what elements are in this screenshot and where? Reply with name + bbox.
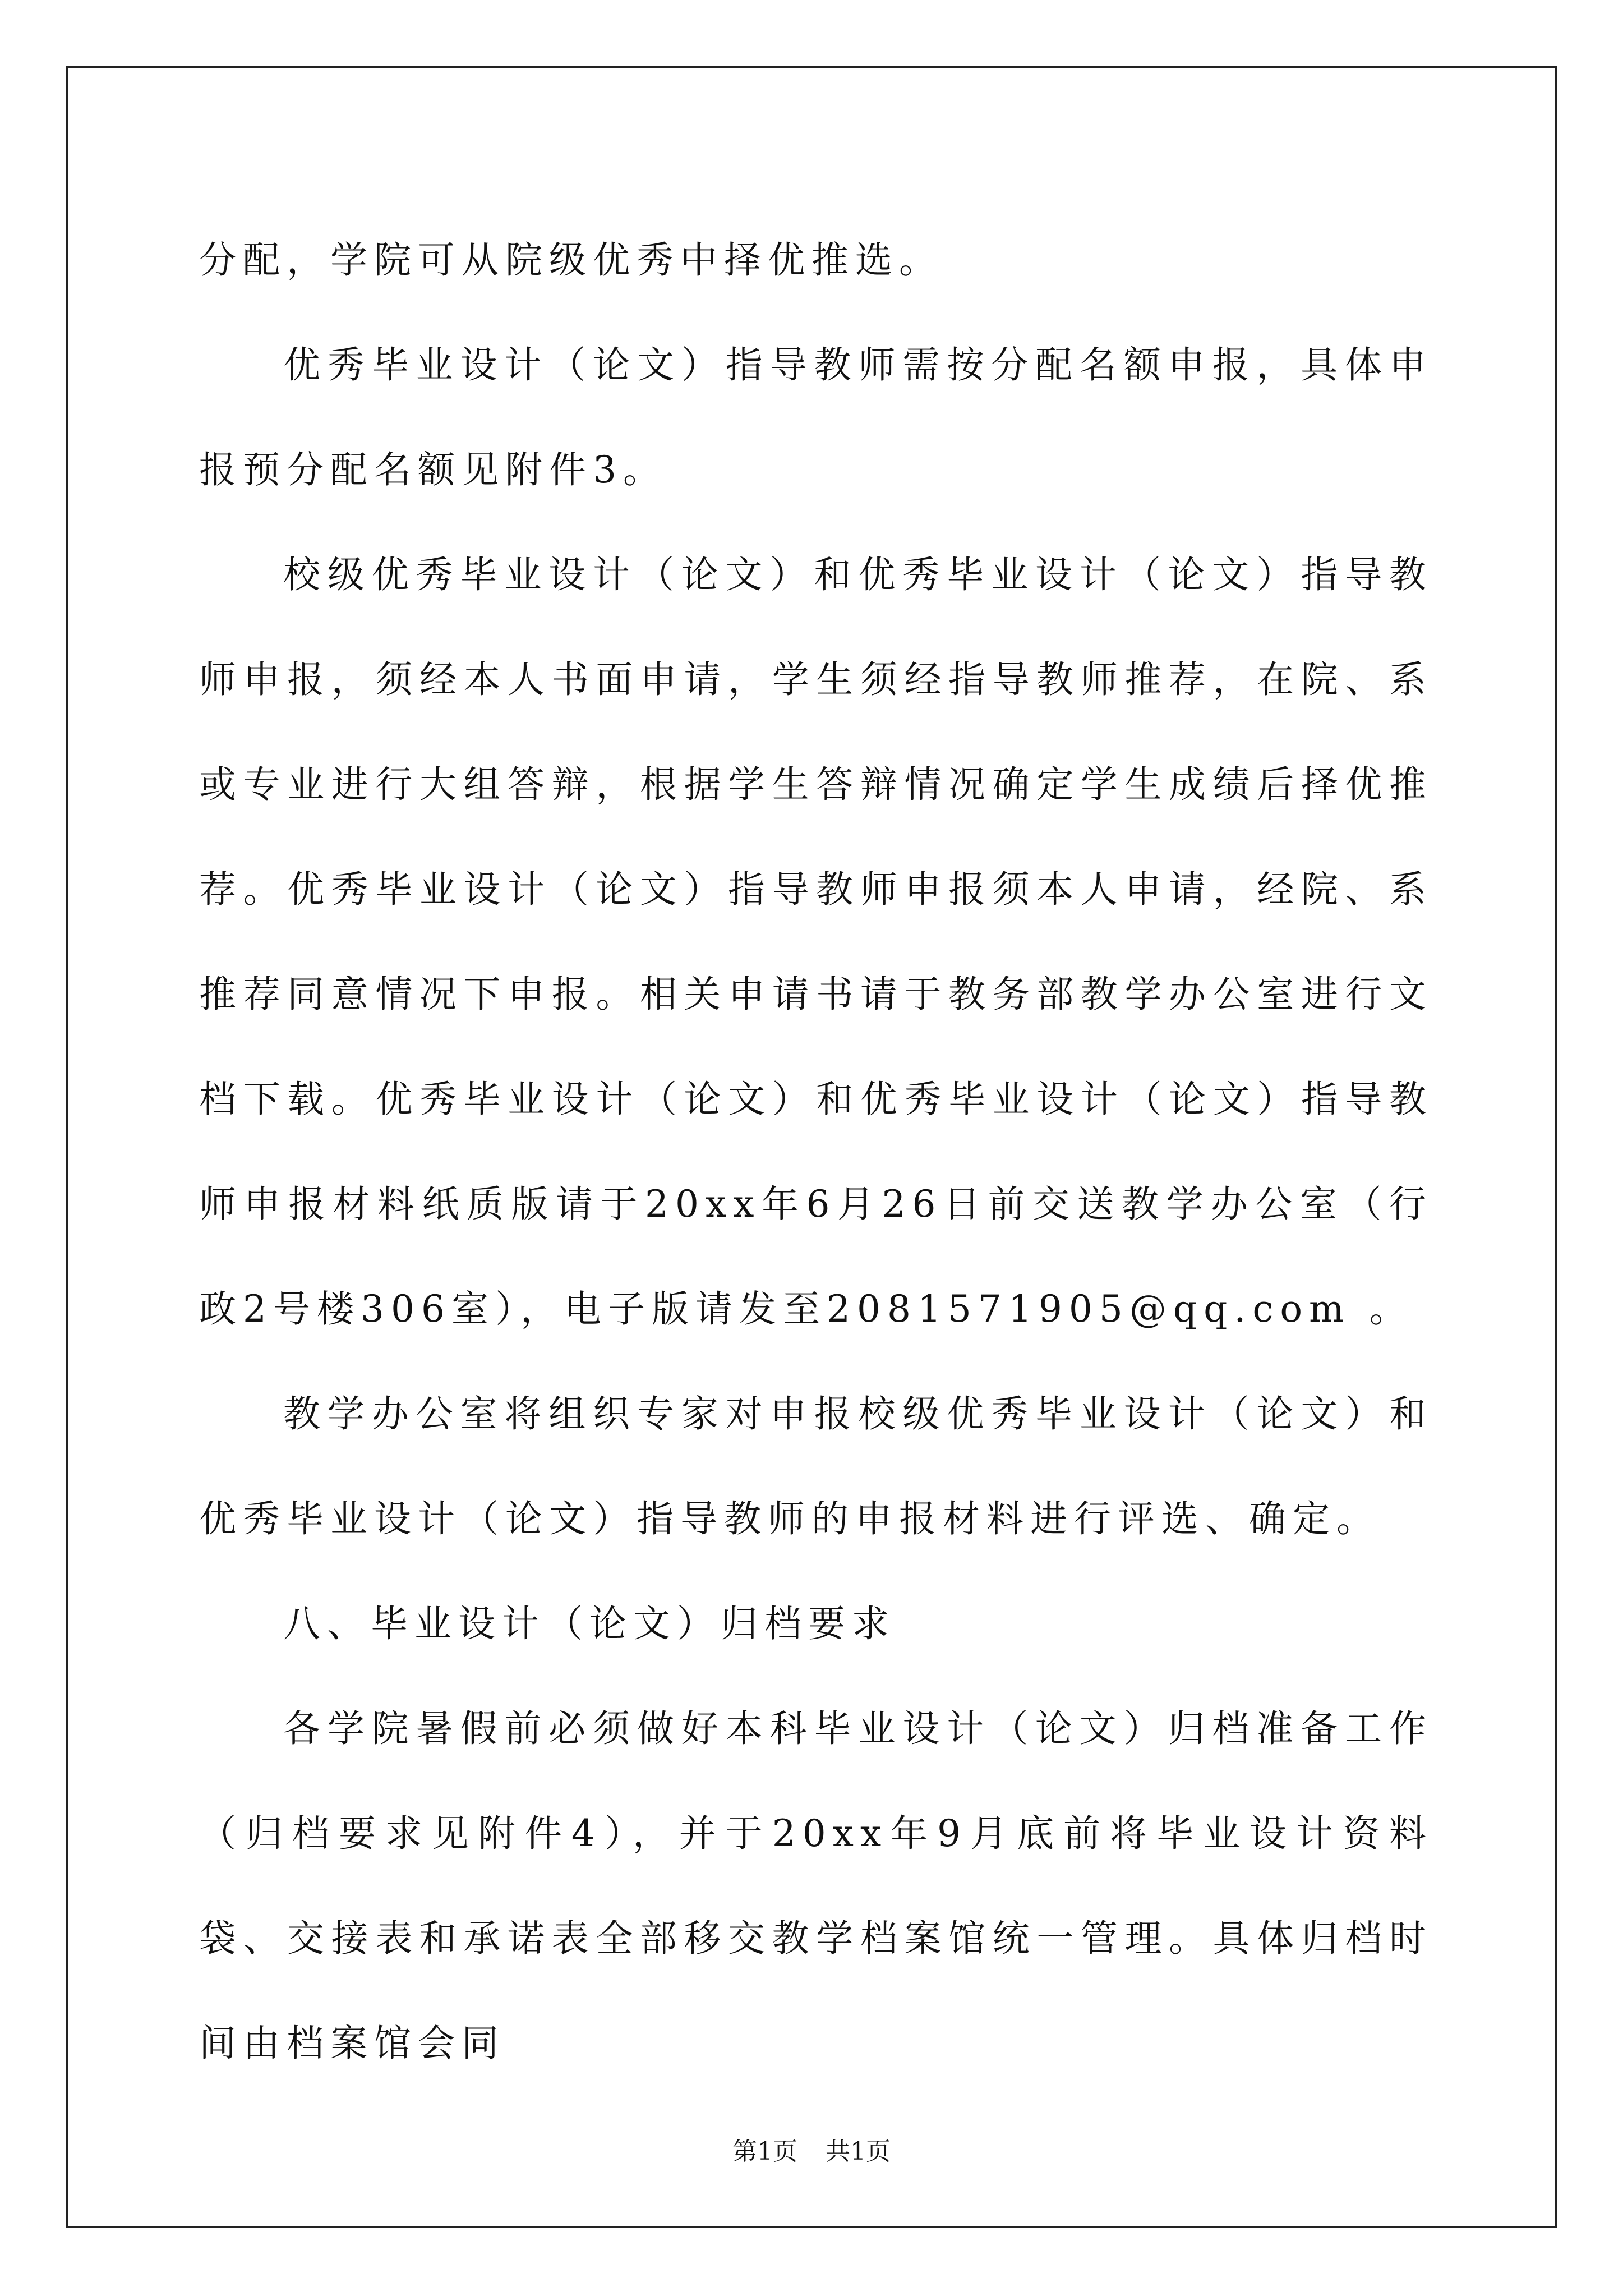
paragraph-3: 校级优秀毕业设计（论文）和优秀毕业设计（论文）指导教师申报，须经本人书面申请，学生须经指导教师推荐，在院、系或专业进行大组答辩，根据学生答辩情况确定学生成绩后择优推荐。优秀毕业设计（论文）指导教师申报须本人申请，经院、系推荐同意情况下申报。相关申请书请于教务部教学办公室进行文档下载。优秀毕业设计（论文）和优秀毕业设计（论文）指导教师申报材料纸质版请于20xx年6月26日前交送教学办公室（行政2号楼306室），电子版请发至2081571905@qq.com 。 [199, 553, 1433, 1331]
section-heading-archive-requirements: 八、毕业设计（论文）归档要求 [283, 1602, 896, 1645]
paragraph-4: 教学办公室将组织专家对申报校级优秀毕业设计（论文）和优秀毕业设计（论文）指导教师的申报材料进行评选、确定。 [199, 1392, 1433, 1540]
page-total: 共1页 [826, 2137, 891, 2166]
paragraph-1: 分配，学院可从院级优秀中择优推选。 [199, 238, 943, 282]
paragraph-2: 优秀毕业设计（论文）指导教师需按分配名额申报，具体申报预分配名额见附件3。 [199, 343, 1433, 491]
page-footer [0, 2136, 1623, 2168]
document-body [199, 208, 1433, 2096]
page-number: 第1页 [732, 2137, 797, 2166]
paragraph-6: 各学院暑假前必须做好本科毕业设计（论文）归档准备工作（归档要求见附件4），并于20xx年9月底前将毕业设计资料袋、交接表和承诺表全部移交教学档案馆统一管理。具体归档时间由档案馆会同 [199, 1707, 1433, 2065]
